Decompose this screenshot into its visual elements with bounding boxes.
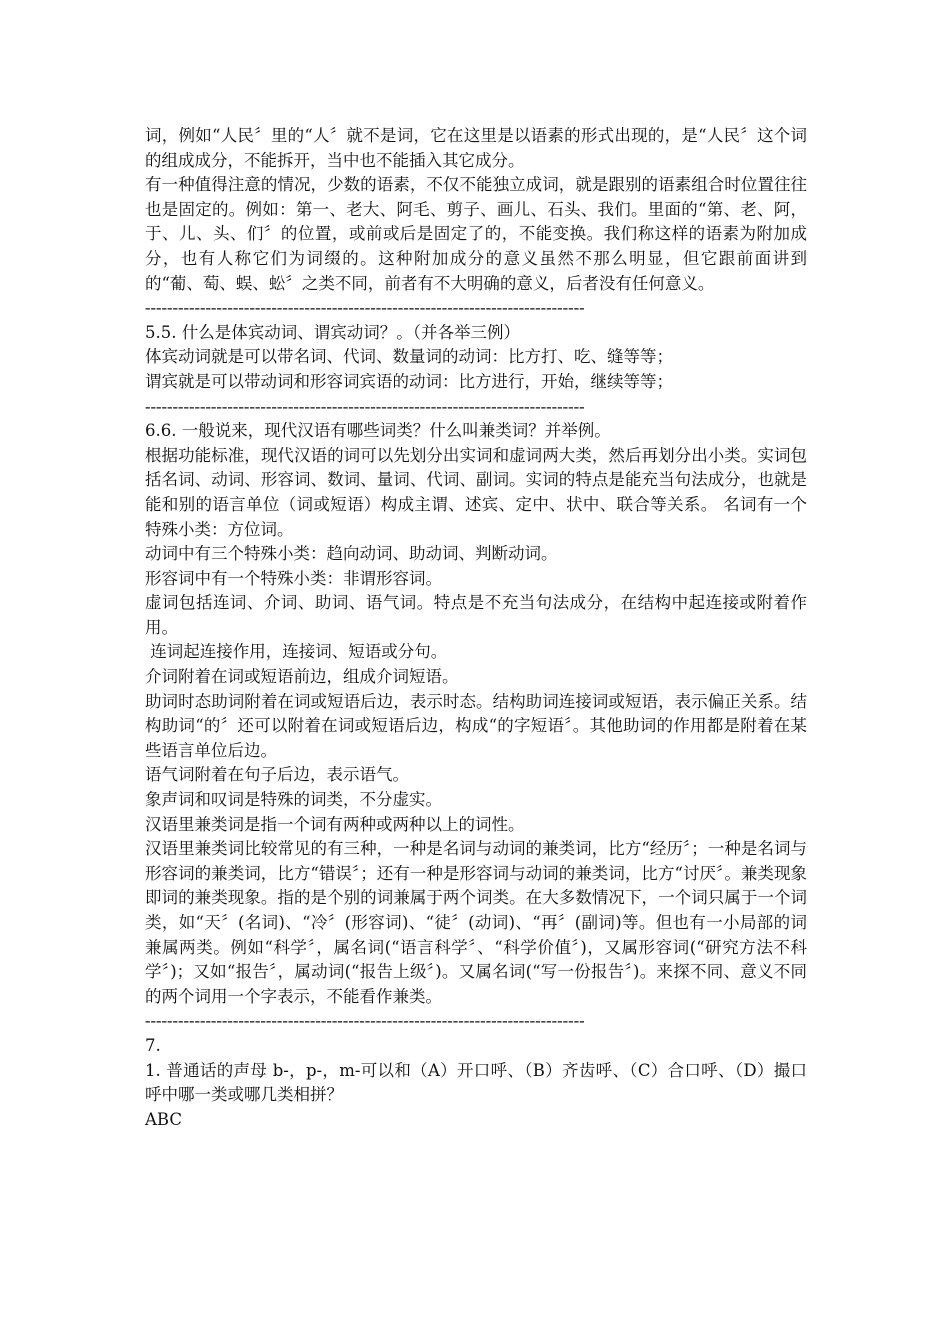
paragraph: 有一种值得注意的情况，少数的语素，不仅不能独立成词，就是跟别的语素组合时位置往往也是固定的。例如：第一、老大、阿毛、剪子、画儿、石头、我们。里面的“第、老、阿，于、儿、头、们〞的位置，或前或后是固定了的，不能变换。我们称这样的语素为附加成分，也有人称它们为词缀的。这种附加成分的意义虽然不那么明显，但它跟前面讲到的“葡、萄、蜈、蚣〞之类不同，前者有不大明确的意义，后者没有任何意义。 [145,175,807,293]
section-divider: -------------------------------------------------------------------------------- [145,396,585,416]
paragraph: 连词起连接作用，连接词、短语或分句。 [145,642,448,662]
section-divider: -------------------------------------------------------------------------------- [145,298,585,318]
paragraph: 虚词包括连词、介词、助词、语气词。特点是不充当句法成分，在结构中起连接或附着作用。 [145,593,807,637]
paragraph: 语气词附着在句子后边，表示语气。 [145,765,409,785]
paragraph: 助词时态助词附着在词或短语后边，表示时态。结构助词连接词或短语，表示偏正关系。结构助词“的〞还可以附着在词或短语后边，构成“的字短语〞。其他助词的作用都是附着在某些语言单位后边。 [145,691,807,760]
paragraph: 体宾动词就是可以带名词、代词、数量词的动词：比方打、吃、缝等等； [145,347,673,367]
section-divider: -------------------------------------------------------------------------------- [145,1011,585,1031]
paragraph: 根据功能标准，现代汉语的词可以先划分出实词和虚词两大类，然后再划分出小类。实词包括名词、动词、形容词、数词、量词、代词、副词。实词的特点是能充当句法成分，也就是能和别的语言单位（词或短语）构成主谓、述宾、定中、状中、联合等关系。 名词有一个特殊小类：方位词。 [145,445,807,539]
paragraph: 汉语里兼类词比较常见的有三种，一种是名词与动词的兼类词，比方“经历〞；一种是名词与形容词的兼类词，比方“错误〞；还有一种是形容词与动词的兼类词，比方“讨厌〞。兼类现象 即词的兼类现象。指的是个别的词兼属于两个词类。在大多数情况下，一个词只属于一个词类，如“天〞(名词)、“冷〞(形容词)、“徒〞(动词)、“再〞(副词)等。但也有一小局部的词兼属两类。例如“科学〞，属名词(“语言科学〞、“科学价值〞)，又属形容词(“研究方法不科学〞)；又如“报告〞，属动词(“报告上级〞)。又属名词(“写一份报告〞)。来探不同、意义不同的两个词用一个字表示，不能看作兼类。 [145,839,813,1006]
document-page [145,124,813,1132]
paragraph: 象声词和叹词是特殊的词类，不分虚实。 [145,790,442,810]
question-heading: 6.6. 一般说来，现代汉语有哪些词类？什么叫兼类词？并举例。 [145,421,611,441]
paragraph: 动词中有三个特殊小类：趋向动词、助动词、判断动词。 [145,544,558,564]
answer-text: ABC [145,1109,182,1129]
paragraph: 谓宾就是可以带动词和形容词宾语的动词：比方进行，开始，继续等等； [145,371,673,391]
paragraph: 形容词中有一个特殊小类：非谓形容词。 [145,568,442,588]
question-heading: 5.5. 什么是体宾动词、谓宾动词？。（并各举三例） [145,322,520,342]
paragraph: 汉语里兼类词是指一个词有两种或两种以上的词性。 [145,814,525,834]
question-heading: 7. [145,1035,161,1055]
paragraph: 介词附着在词或短语前边，组成介词短语。 [145,667,459,687]
paragraph: 词，例如“人民〞里的“人〞就不是词，它在这里是以语素的形式出现的，是“人民〞这个词的组成成分，不能拆开，当中也不能插入其它成分。 [145,126,807,170]
question-text: 1. 普通话的声母 b-，p-，m-可以和（A）开口呼、（B）齐齿呼、（C）合口呼、（D）撮口呼中哪一类或哪几类相拼？ [145,1060,807,1105]
